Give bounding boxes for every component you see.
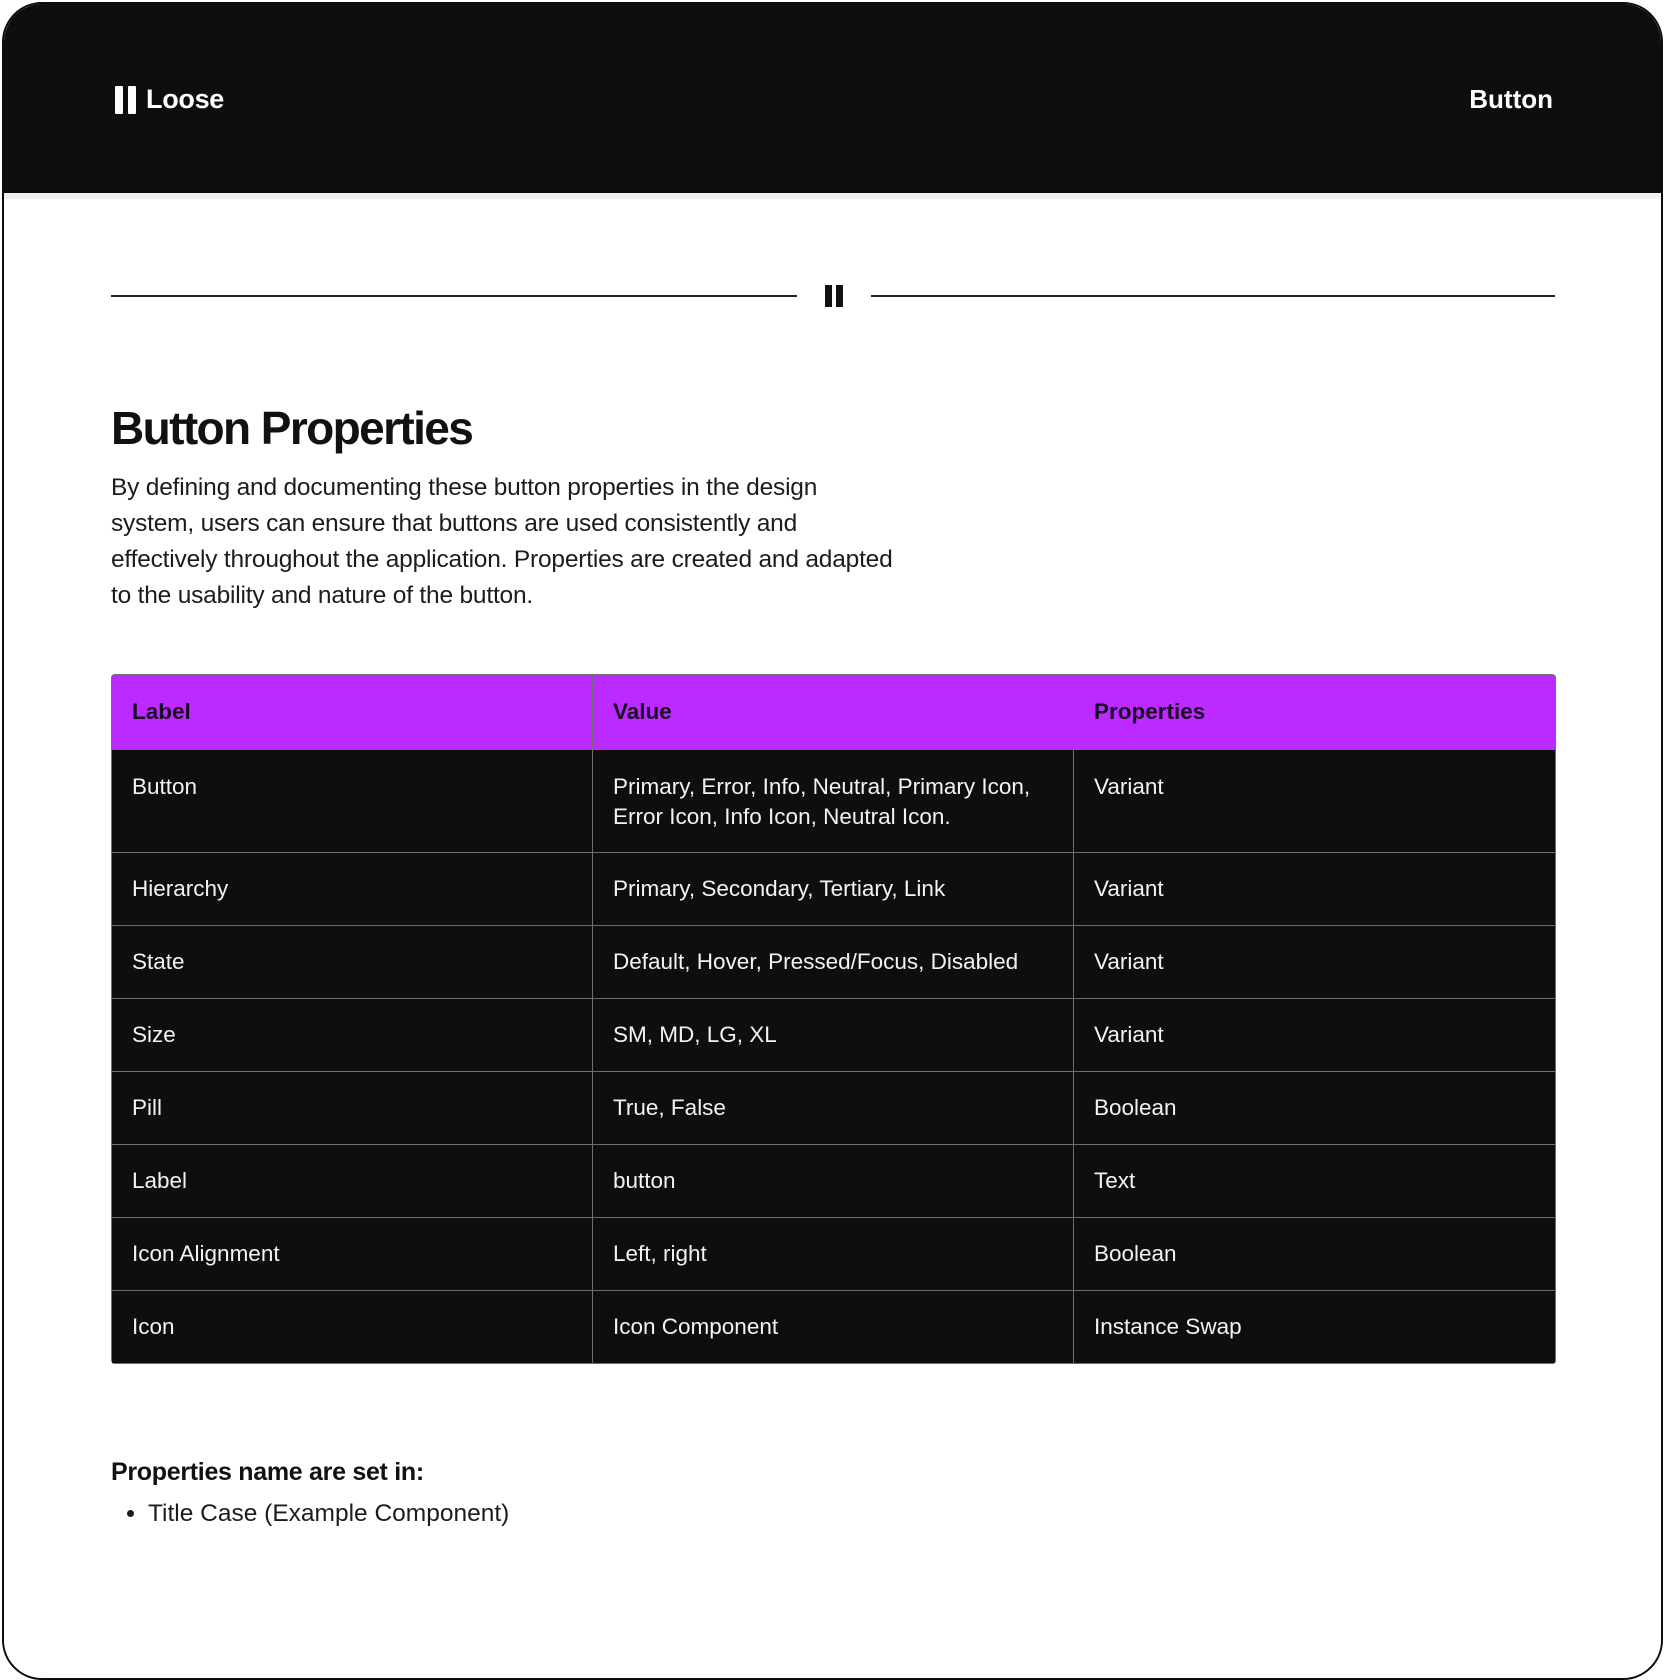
properties-table bbox=[111, 674, 1556, 1364]
table-row bbox=[112, 853, 1556, 926]
table-row bbox=[112, 1072, 1556, 1145]
cell-property: Variant bbox=[1074, 999, 1556, 1072]
naming-note-heading: Properties name are set in: bbox=[111, 1458, 424, 1486]
cell-value: SM, MD, LG, XL bbox=[593, 999, 1074, 1072]
cell-label: State bbox=[112, 926, 593, 999]
table-row bbox=[112, 1291, 1556, 1364]
intro-paragraph: By defining and documenting these button properties in the design system, users can ensure that buttons are used consistently and effectively throughout the application. Properties are created and adapted to the usability and nature of the button. bbox=[111, 474, 893, 609]
cell-property: Instance Swap bbox=[1074, 1291, 1556, 1364]
cell-label: Icon Alignment bbox=[112, 1218, 593, 1291]
divider-line-left bbox=[111, 295, 797, 297]
table-row bbox=[112, 750, 1556, 853]
cell-value: Primary, Error, Info, Neutral, Primary Icon, Error Icon, Info Icon, Neutral Icon. bbox=[593, 750, 1074, 853]
cell-property: Variant bbox=[1074, 750, 1556, 853]
list-item: • Title Case (Example Component) bbox=[148, 1497, 1011, 1531]
cell-label: Label bbox=[112, 1145, 593, 1218]
table-row bbox=[112, 999, 1556, 1072]
cell-value: Icon Component bbox=[593, 1291, 1074, 1364]
cell-property: Variant bbox=[1074, 926, 1556, 999]
column-header-label: Label bbox=[112, 675, 593, 750]
cell-label: Button bbox=[112, 750, 593, 853]
naming-note-list bbox=[111, 1497, 1011, 1531]
brand-logo-icon bbox=[115, 86, 136, 114]
cell-value: True, False bbox=[593, 1072, 1074, 1145]
naming-note bbox=[111, 1458, 1011, 1531]
cell-property: Variant bbox=[1074, 853, 1556, 926]
content-section bbox=[111, 398, 1555, 614]
cell-property: Boolean bbox=[1074, 1218, 1556, 1291]
divider-line-right bbox=[871, 295, 1555, 297]
cell-value: Left, right bbox=[593, 1218, 1074, 1291]
table-row bbox=[112, 1218, 1556, 1291]
section-divider bbox=[111, 284, 1555, 308]
cell-value: Primary, Secondary, Tertiary, Link bbox=[593, 853, 1074, 926]
cell-value: Default, Hover, Pressed/Focus, Disabled bbox=[593, 926, 1074, 999]
brand-mark-icon bbox=[825, 285, 843, 307]
table-row bbox=[112, 926, 1556, 999]
cell-label: Pill bbox=[112, 1072, 593, 1145]
column-header-properties: Properties bbox=[1074, 675, 1556, 750]
cell-property: Text bbox=[1074, 1145, 1556, 1218]
brand-name: Loose bbox=[146, 84, 225, 114]
header-page-label: Button bbox=[1469, 84, 1553, 114]
cell-label: Hierarchy bbox=[112, 853, 593, 926]
table-row bbox=[112, 1145, 1556, 1218]
brand[interactable] bbox=[115, 84, 224, 115]
page-title: Button Properties bbox=[111, 402, 473, 454]
header-bar bbox=[4, 4, 1661, 199]
cell-label: Icon bbox=[112, 1291, 593, 1364]
table-header-row bbox=[112, 675, 1556, 750]
column-header-value: Value bbox=[593, 675, 1074, 750]
cell-value: button bbox=[593, 1145, 1074, 1218]
cell-property: Boolean bbox=[1074, 1072, 1556, 1145]
cell-label: Size bbox=[112, 999, 593, 1072]
